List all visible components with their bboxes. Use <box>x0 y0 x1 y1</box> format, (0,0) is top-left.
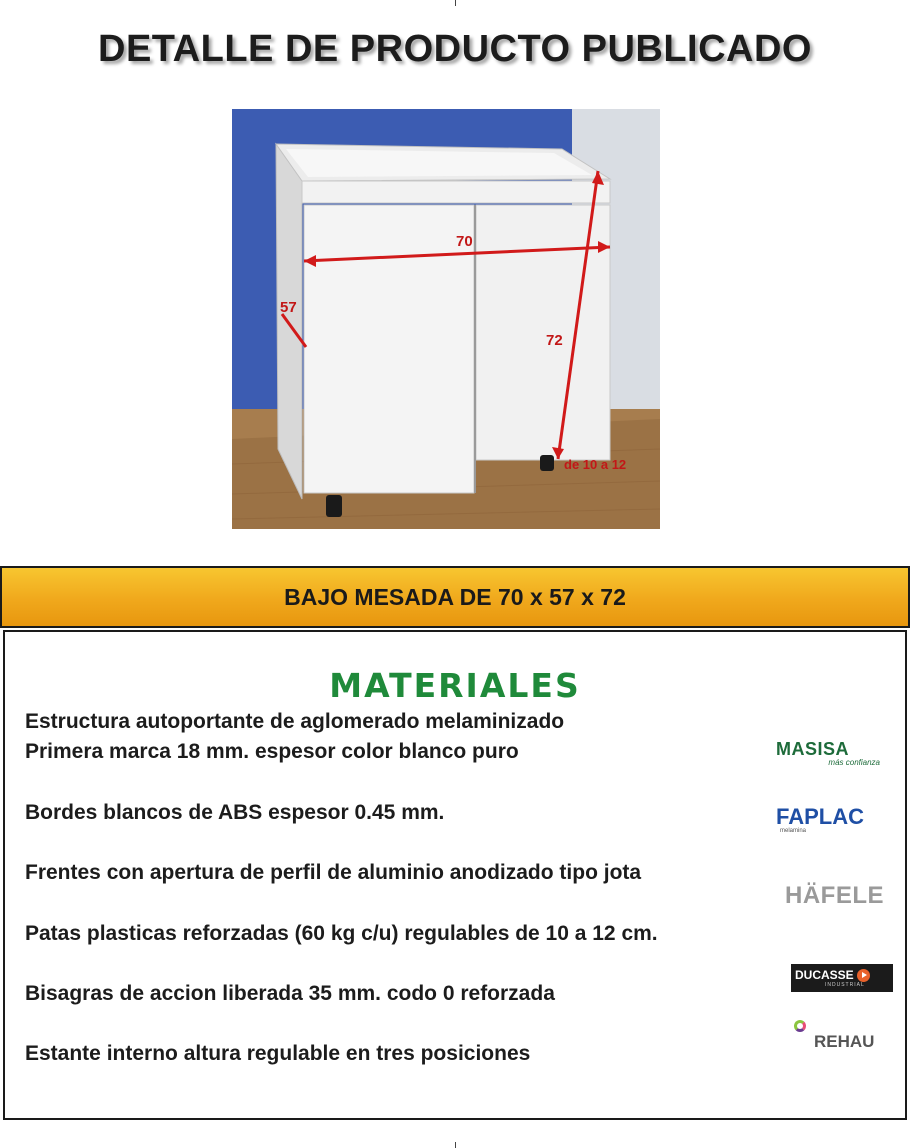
play-icon <box>857 969 870 982</box>
banner-text: BAJO MESADA DE 70 x 57 x 72 <box>284 583 626 610</box>
masisa-logo <box>776 740 886 767</box>
material-line: Frentes con apertura de perfil de aluminio anodizado tipo jota <box>25 861 642 884</box>
dimension-height-label: 72 <box>546 332 563 349</box>
material-line: Estructura autoportante de aglomerado melaminizado <box>25 710 565 733</box>
rehau-logo-text: REHAU <box>814 1032 875 1051</box>
materials-title: MATERIALES <box>329 666 581 705</box>
material-line: Patas plasticas reforzadas (60 kg c/u) regulables de 10 a 12 cm. <box>25 922 658 945</box>
top-tick-mark <box>455 0 456 6</box>
faplac-logo-tagline: melamina <box>780 828 807 834</box>
material-line: Estante interno altura regulable en tres posiciones <box>25 1042 531 1065</box>
page-title: DETALLE DE PRODUCTO PUBLICADO <box>98 28 812 70</box>
ducasse-logo-tagline: INDUSTRIAL <box>825 982 865 988</box>
cabinet-right-door <box>476 205 610 460</box>
dimension-legs-label: de 10 a 12 <box>564 457 627 472</box>
dimension-width-label: 70 <box>456 233 473 250</box>
cabinet-leg <box>540 455 554 471</box>
materials-section <box>3 630 907 1120</box>
masisa-logo-tagline: más confianza <box>828 758 880 767</box>
hafele-logo: HÄFELE <box>785 882 884 909</box>
cabinet-left-door <box>304 205 474 493</box>
material-line: Bisagras de accion liberada 35 mm. codo 0 reforzada <box>25 982 555 1005</box>
rehau-swirl-icon <box>794 1020 806 1032</box>
ducasse-logo <box>791 964 893 992</box>
material-line: Primera marca 18 mm. espesor color blanco puro <box>25 740 519 763</box>
material-line: Bordes blancos de ABS espesor 0.45 mm. <box>25 801 445 824</box>
cabinet-leg <box>326 495 342 517</box>
product-size-banner <box>0 566 910 628</box>
rehau-logo <box>792 1020 882 1056</box>
ducasse-logo-text: DUCASSE <box>795 968 854 982</box>
faplac-logo <box>776 806 886 832</box>
faplac-logo-text: FAPLAC <box>776 804 864 829</box>
bottom-tick-mark <box>455 1142 456 1148</box>
product-photo <box>232 109 660 529</box>
cabinet-illustration <box>232 109 660 529</box>
masisa-logo-text: MASISA <box>776 739 850 759</box>
dimension-depth-label: 57 <box>280 299 297 316</box>
